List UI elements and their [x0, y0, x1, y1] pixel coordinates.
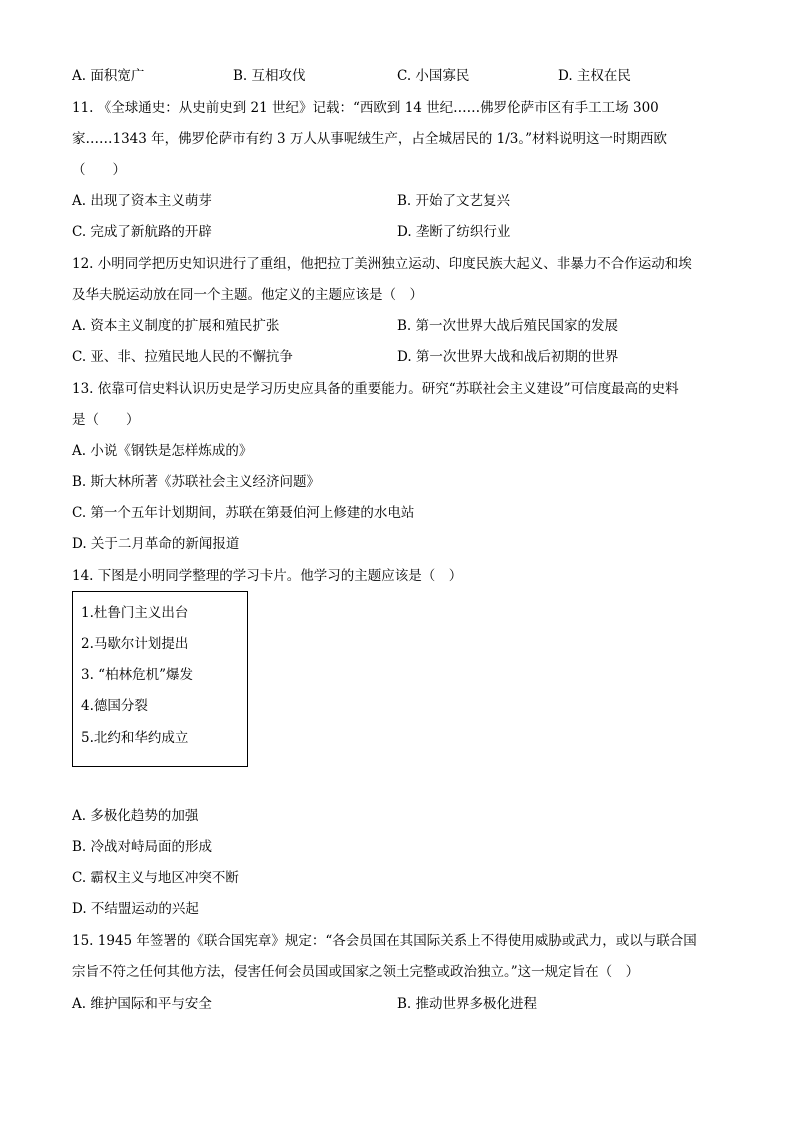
q12-option-b: B. 第一次世界大战后殖民国家的发展 [397, 318, 619, 334]
q10-option-c: C. 小国寡民 [397, 68, 470, 84]
q14-option-a: A. 多极化趋势的加强 [72, 808, 199, 824]
q15-option-b: B. 推动世界多极化进程 [397, 996, 538, 1012]
q11-option-c: C. 完成了新航路的开辟 [72, 224, 212, 240]
q11-option-d: D. 垄断了纺织行业 [397, 224, 511, 240]
q13-stem-line1: 13. 依靠可信史料认识历史是学习历史应具备的重要能力。研究“苏联社会主义建设”可信度最高的史料 [72, 381, 679, 397]
q11-stem-line2: 家……1343 年，佛罗伦萨市有约 3 万人从事呢绒生产，占全城居民的 1/3。”材料说明这一时期西欧 [72, 131, 667, 147]
q10-option-a: A. 面积宽广 [72, 68, 145, 84]
study-card-item: 5.北约和华约成立 [81, 730, 189, 746]
q13-option-d: D. 关于二月革命的新闻报道 [72, 536, 240, 552]
q14-stem-line1: 14. 下图是小明同学整理的学习卡片。他学习的主题应该是（ ） [72, 568, 463, 584]
q11-stem-line3: （ ） [72, 162, 126, 178]
q12-stem-line1: 12. 小明同学把历史知识进行了重组，他把拉丁美洲独立运动、印度民族大起义、非暴力不合作运动和埃 [72, 256, 692, 272]
q12-stem-line2: 及华夫脱运动放在同一个主题。他定义的主题应该是（ ） [72, 287, 423, 303]
q11-option-a: A. 出现了资本主义萌芽 [72, 193, 212, 209]
q13-option-c: C. 第一个五年计划期间，苏联在第聂伯河上修建的水电站 [72, 505, 415, 521]
q14-option-b: B. 冷战对峙局面的形成 [72, 839, 213, 855]
study-card-item: 1.杜鲁门主义出台 [81, 605, 189, 621]
q14-option-d: D. 不结盟运动的兴起 [72, 901, 199, 917]
q15-option-a: A. 维护国际和平与安全 [72, 996, 212, 1012]
q13-stem-line2: 是（ ） [72, 412, 140, 428]
q15-stem-line1: 15. 1945 年签署的《联合国宪章》规定：“各会员国在其国际关系上不得使用威胁或武力，或以与联合国 [72, 933, 697, 949]
study-card-item: 3. “柏林危机”爆发 [81, 667, 193, 683]
q13-option-a: A. 小说《钢铁是怎样炼成的》 [72, 443, 253, 459]
q11-option-b: B. 开始了文艺复兴 [397, 193, 511, 209]
study-card [72, 591, 248, 767]
q10-option-b: B. 互相攻伐 [233, 68, 306, 84]
q12-option-d: D. 第一次世界大战和战后初期的世界 [397, 349, 619, 365]
q14-option-c: C. 霸权主义与地区冲突不断 [72, 870, 239, 886]
q10-option-d: D. 主权在民 [558, 68, 631, 84]
study-card-item: 2.马歇尔计划提出 [81, 636, 189, 652]
study-card-item: 4.德国分裂 [81, 698, 148, 714]
q15-stem-line2: 宗旨不符之任何其他方法，侵害任何会员国或国家之领土完整或政治独立。”这一规定旨在（ ） [72, 964, 640, 980]
q11-stem-line1: 11. 《全球通史：从史前史到 21 世纪》记载：“西欧到 14 世纪……佛罗伦萨市区有手工工场 300 [72, 100, 659, 116]
q12-option-c: C. 亚、非、拉殖民地人民的不懈抗争 [72, 349, 293, 365]
q13-option-b: B. 斯大林所著《苏联社会主义经济问题》 [72, 474, 321, 490]
q12-option-a: A. 资本主义制度的扩展和殖民扩张 [72, 318, 280, 334]
